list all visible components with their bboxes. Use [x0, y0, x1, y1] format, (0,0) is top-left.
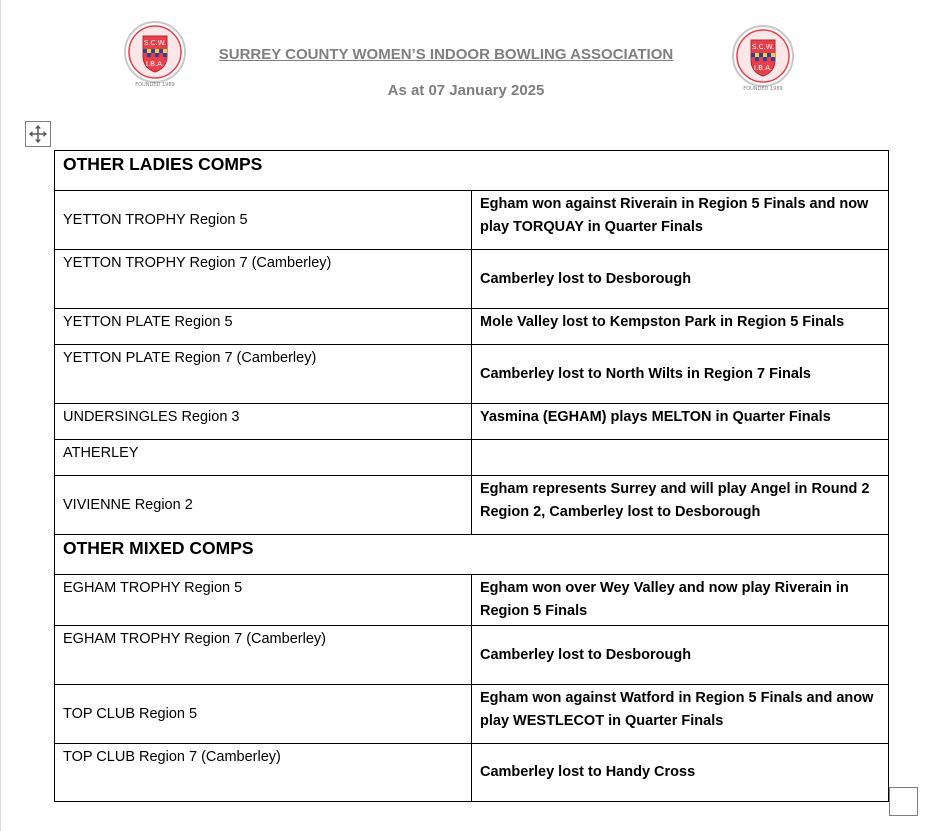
competition-result: Egham won against Watford in Region 5 Finals and anow play WESTLECOT in Quarter Finals — [472, 685, 889, 744]
table-row — [55, 575, 889, 626]
logo-top-text: S.C.W. — [751, 43, 775, 51]
competition-result: Yasmina (EGHAM) plays MELTON in Quarter Finals — [472, 404, 889, 440]
competition-result: Camberley lost to North Wilts in Region 7 Finals — [472, 345, 889, 404]
move-arrows-icon[interactable] — [25, 121, 51, 147]
section-heading: OTHER LADIES COMPS — [55, 151, 889, 191]
competition-name: YETTON PLATE Region 7 (Camberley) — [55, 345, 472, 404]
logo-founded-text: FOUNDED 1989 — [135, 82, 175, 88]
as-at-date: As at 07 January 2025 — [387, 82, 545, 99]
section-heading-row — [55, 151, 889, 191]
logo-bottom-text: I.B.A. — [753, 64, 773, 72]
table-row — [55, 685, 889, 744]
competition-result: Camberley lost to Handy Cross — [472, 744, 889, 802]
competition-name: VIVIENNE Region 2 — [55, 476, 472, 535]
table-row — [55, 440, 889, 476]
table-row — [55, 476, 889, 535]
competition-name: UNDERSINGLES Region 3 — [55, 404, 472, 440]
competition-name: EGHAM TROPHY Region 7 (Camberley) — [55, 626, 472, 685]
logo-top-text: S.C.W. — [143, 39, 167, 47]
competition-result: Egham won over Wey Valley and now play Riverain in Region 5 Finals — [472, 575, 889, 626]
table-resize-icon[interactable] — [889, 787, 918, 816]
table-row — [55, 191, 889, 250]
page-margin-line — [0, 0, 1, 831]
table-row — [55, 309, 889, 345]
section-heading: OTHER MIXED COMPS — [55, 535, 889, 575]
competitions-table — [54, 150, 889, 802]
table-row — [55, 744, 889, 802]
competition-result: Camberley lost to Desborough — [472, 250, 889, 309]
competition-result: Camberley lost to Desborough — [472, 626, 889, 685]
competition-name: YETTON TROPHY Region 5 — [55, 191, 472, 250]
competition-name: TOP CLUB Region 7 (Camberley) — [55, 744, 472, 802]
competition-name: YETTON TROPHY Region 7 (Camberley) — [55, 250, 472, 309]
document-title: SURREY COUNTY WOMEN’S INDOOR BOWLING ASSOCIATION — [218, 46, 674, 63]
competition-name: YETTON PLATE Region 5 — [55, 309, 472, 345]
competition-result — [472, 440, 889, 476]
table-row — [55, 626, 889, 685]
competition-name: ATHERLEY — [55, 440, 472, 476]
table-row — [55, 404, 889, 440]
competition-result: Mole Valley lost to Kempston Park in Region 5 Finals — [472, 309, 889, 345]
competition-name: EGHAM TROPHY Region 5 — [55, 575, 472, 626]
competition-result: Egham won against Riverain in Region 5 Finals and now play TORQUAY in Quarter Finals — [472, 191, 889, 250]
competition-name: TOP CLUB Region 5 — [55, 685, 472, 744]
logo-bottom-text: I.B.A. — [145, 60, 165, 68]
table-row — [55, 250, 889, 309]
logo-founded-text: FOUNDED 1989 — [743, 86, 783, 92]
table-row — [55, 345, 889, 404]
section-heading-row — [55, 535, 889, 575]
competition-result: Egham represents Surrey and will play Angel in Round 2 Region 2, Camberley lost to Desborough — [472, 476, 889, 535]
